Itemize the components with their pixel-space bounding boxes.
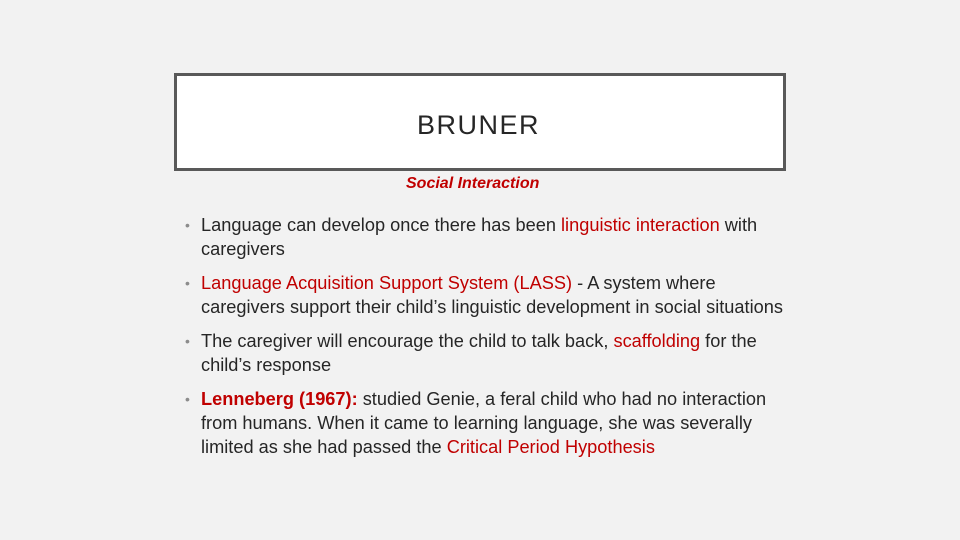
- slide-subtitle: Social Interaction: [406, 175, 540, 192]
- highlight-term: scaffolding: [613, 331, 701, 351]
- bullet-text: for the child’s response: [201, 331, 757, 375]
- bullet-text: with caregivers: [201, 215, 758, 259]
- bullet-item: [184, 271, 804, 319]
- bullet-item: [184, 329, 804, 377]
- slide-title: BRUNER: [417, 110, 541, 140]
- highlight-term: Critical Period Hypothesis: [446, 437, 655, 457]
- bullet-text: - A system where caregivers support their child’s linguistic development in social situations: [201, 273, 783, 317]
- bullet-text: The caregiver will encourage the child to talk back,: [201, 331, 614, 351]
- bullet-item: [184, 387, 804, 459]
- title-box: [174, 73, 786, 171]
- highlight-term: linguistic interaction: [561, 215, 720, 235]
- highlight-term-bold: Lenneberg (1967):: [201, 389, 358, 409]
- bullet-text: Language can develop once there has been: [201, 215, 562, 235]
- highlight-term: Language Acquisition Support System (LASS): [201, 273, 573, 293]
- bullet-text: studied Genie, a feral child who had no interaction from humans. When it came to learning language, she was severally limited as she had passed the: [201, 389, 767, 457]
- bullet-item: [184, 213, 804, 261]
- bullet-list: [184, 213, 804, 469]
